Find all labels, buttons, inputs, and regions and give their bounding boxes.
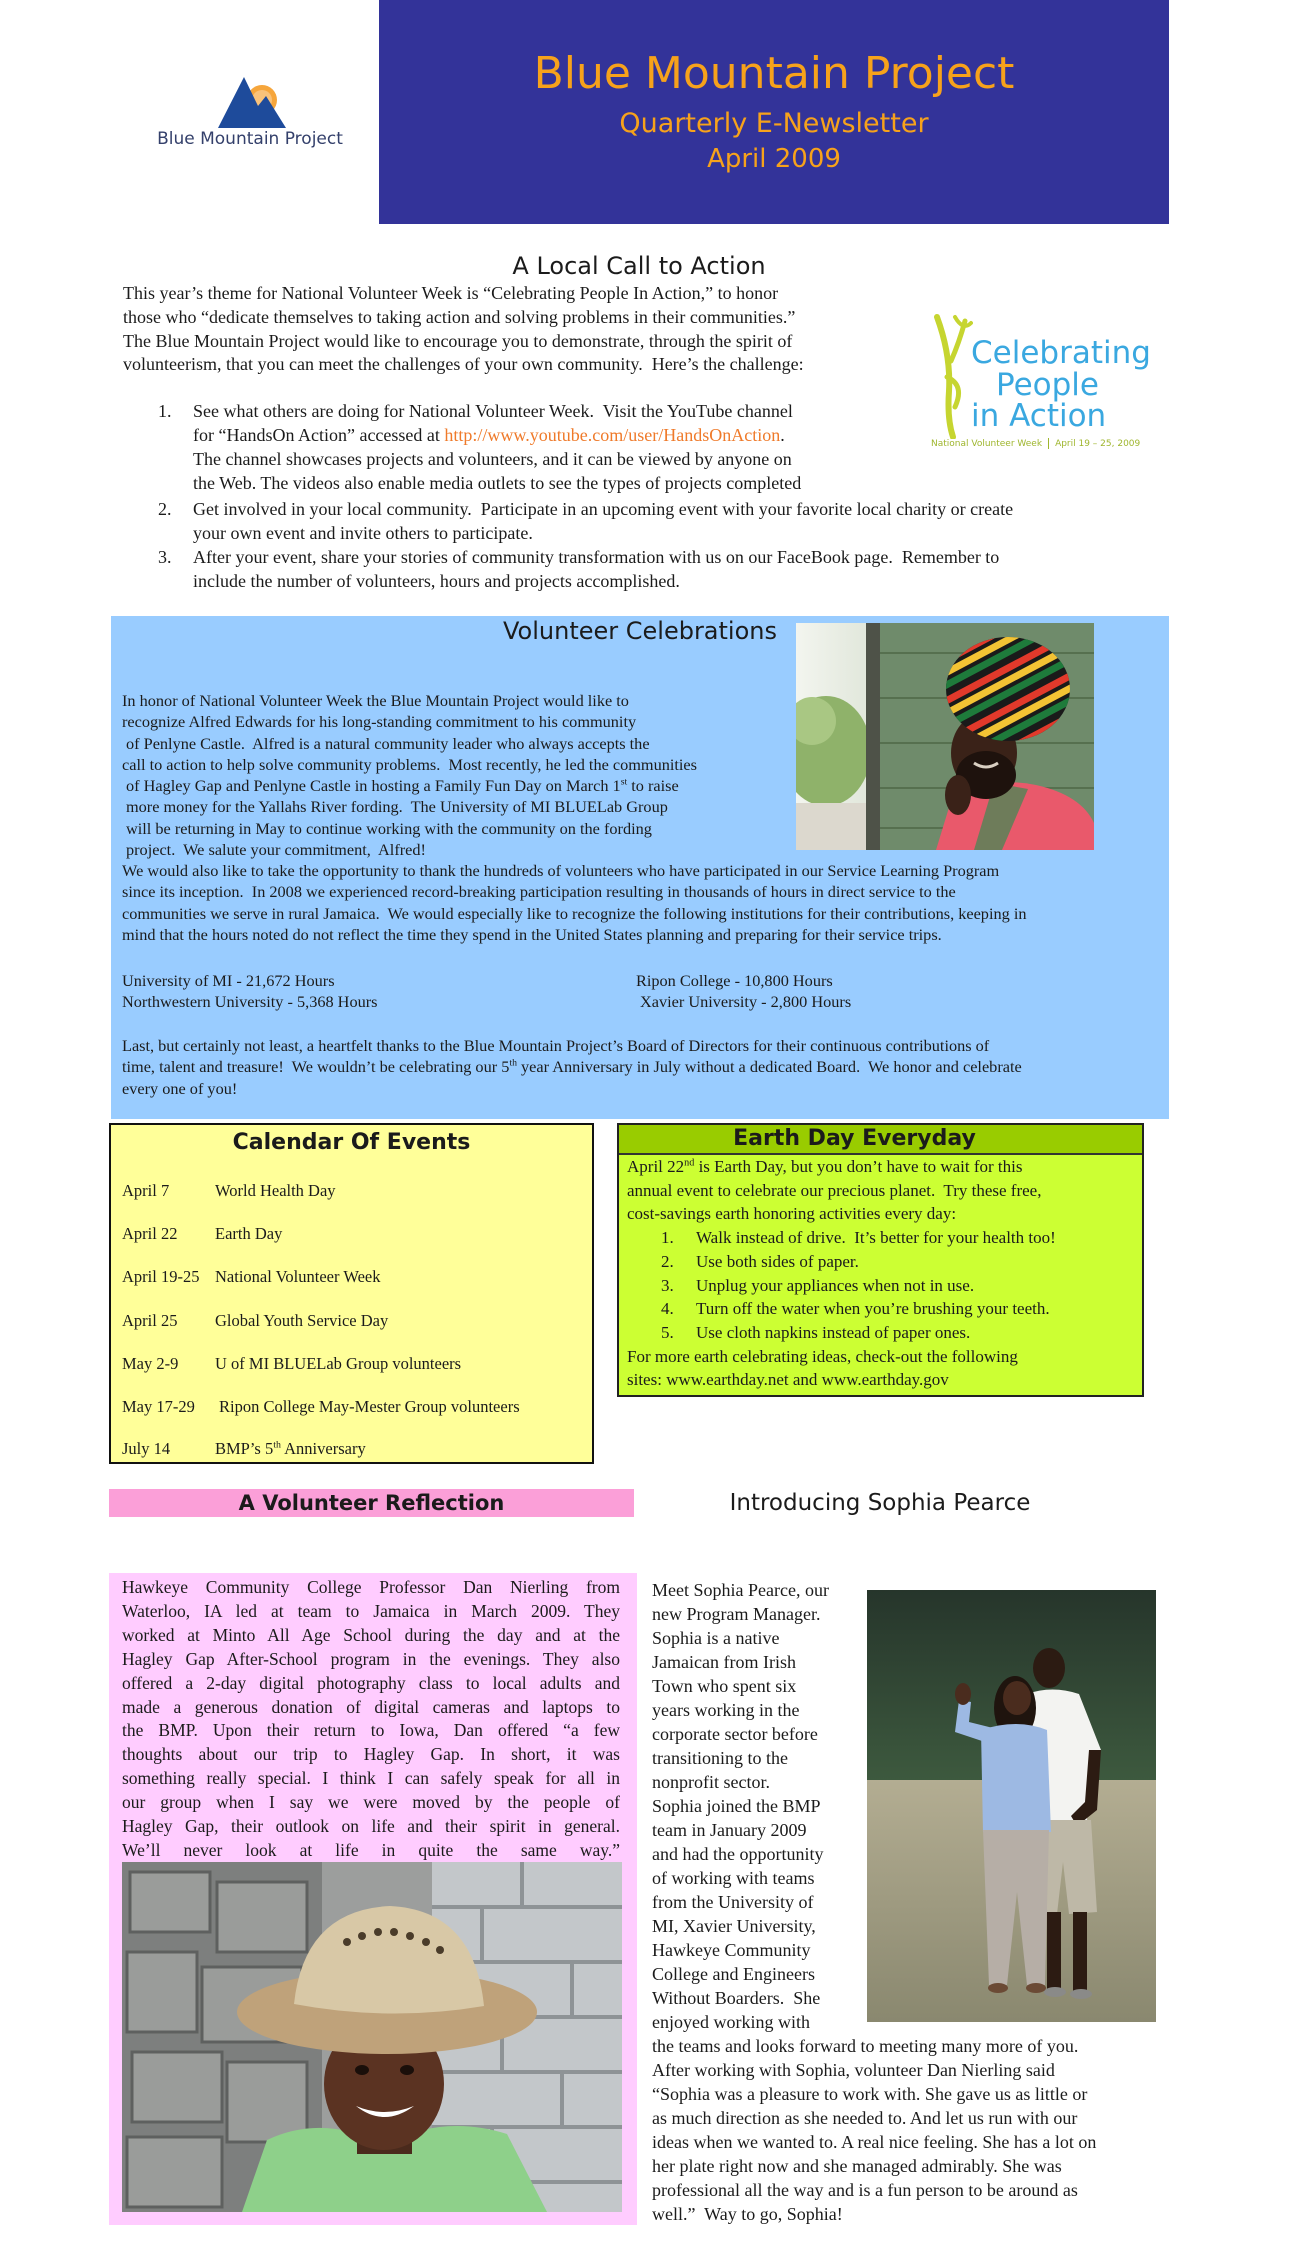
text-line: those who “dedicate themselves to taking action and solving problems in their communities.” [123, 306, 796, 327]
hours-entry: Xavier University - 2,800 Hours [640, 992, 852, 1012]
text-line: See what others are doing for National Volunteer Week. Visit the YouTube channel [193, 401, 793, 421]
tip-text: Walk instead of drive. It’s better for your health too! [696, 1228, 1056, 1248]
volunteer-figure-icon [929, 311, 973, 439]
event-name: Ripon College May-Mester Group volunteers [219, 1397, 520, 1416]
text-line: Hawkeye Community [652, 1940, 811, 1960]
text-line: volunteerism, that you can meet the challenges of your own community. Here’s the challenge: [123, 354, 804, 375]
text-line: every one of you! [122, 1078, 238, 1098]
text-line: the teams and looks forward to meeting many more of you. [652, 2036, 1079, 2056]
service-learning-paragraph [122, 860, 1026, 945]
text-line: Hagley Gap After-School program in the evenings. They also [122, 1648, 620, 1669]
volunteer-reflection-title: A Volunteer Reflection [238, 1491, 505, 1515]
tip-text: Use cloth napkins instead of paper ones. [696, 1322, 971, 1342]
hours-entry: University of MI - 21,672 Hours [122, 971, 335, 990]
text-line: We would also like to take the opportunity to thank the hundreds of volunteers who have participated in our Service Learning Program [122, 861, 1000, 880]
text-line: transitioning to the [652, 1748, 788, 1768]
text-line: Waterloo, IA led at team to Jamaica in March 2009. They [122, 1600, 620, 1621]
challenge-item [158, 545, 1148, 593]
calendar-event [111, 1180, 592, 1202]
tip-text: Unplug your appliances when not in use. [696, 1275, 975, 1295]
superscript: th [273, 1439, 281, 1451]
text-line: The channel showcases projects and volunteers, and it can be viewed by anyone on [193, 449, 792, 469]
text-line: professional all the way and is a fun person to be around as [652, 2180, 1078, 2200]
text-line: her plate right now and she managed admirably. She was [652, 2156, 1062, 2176]
calendar-event [111, 1266, 592, 1288]
calendar-event [111, 1438, 592, 1460]
text-segment: of Hagley Gap and Penlyne Castle in hosting a Family Fun Day on March 1 [126, 776, 621, 796]
text-line: include the number of volunteers, hours and projects accomplished. [193, 571, 680, 591]
superscript: st [620, 776, 628, 788]
text-line: offered a 2-day digital photography class to local adults and [122, 1672, 620, 1693]
calendar-event [111, 1223, 592, 1245]
event-name: Global Youth Service Day [215, 1311, 389, 1330]
text-line: mind that the hours noted do not reflect the time they spend in the United States planning and preparing for their service trips. [122, 924, 942, 944]
text-line: the Web. The videos also enable media outlets to see the types of projects completed [193, 473, 802, 493]
earth-day-header [619, 1125, 1142, 1155]
list-number: 5. [661, 1322, 674, 1342]
text-line: Hawkeye Community College Professor Dan Nierling from [122, 1577, 620, 1597]
text-segment: is Earth Day, but you don’t have to wait for this [694, 1157, 1023, 1176]
text-segment: BMP’s 5 [215, 1439, 274, 1458]
tip-text: Use both sides of paper. [696, 1251, 859, 1271]
hours-entry: Ripon College - 10,800 Hours [636, 971, 833, 990]
text-line: This year’s theme for National Volunteer Week is “Celebrating People In Action,” to honor [123, 283, 779, 303]
text-line: since its inception. In 2008 we experienced record-breaking participation resulting in thousands of hours in direct service to the [122, 882, 956, 902]
event-name: U of MI BLUELab Group volunteers [215, 1354, 462, 1373]
text-line: College and Engineers [652, 1964, 815, 1984]
volunteer-hours-left-column [122, 970, 377, 1013]
earth-tip [627, 1250, 1056, 1274]
event-name: National Volunteer Week [215, 1267, 381, 1286]
text-line: In honor of National Volunteer Week the Blue Mountain Project would like to [122, 691, 629, 710]
text-line: Sophia is a native [652, 1628, 780, 1648]
list-number: 3. [158, 547, 172, 567]
text-line: project. We salute your commitment, Alfred! [126, 840, 426, 860]
text-line: For more earth celebrating ideas, check-out the following [627, 1346, 1018, 1366]
text-segment: Anniversary [280, 1439, 366, 1458]
calendar-event [111, 1353, 592, 1375]
board-thanks-paragraph [122, 1035, 1022, 1099]
text-line: your own event and invite others to participate. [193, 523, 533, 543]
sophia-section-title: Introducing Sophia Pearce [729, 1490, 1031, 1516]
earth-tip [627, 1321, 1056, 1345]
text-line: cost-savings earth honoring activities every day: [627, 1204, 957, 1224]
text-line: communities we serve in rural Jamaica. We would especially like to recognize the following institutions for their contributions, keeping in [122, 903, 1027, 923]
calendar-of-events [109, 1123, 594, 1464]
section-title: Volunteer Celebrations [502, 617, 777, 645]
reflection-paragraph [122, 1576, 620, 1863]
photo-child-in-straw-hat [122, 1862, 622, 2212]
newsletter-title: Blue Mountain Project [533, 48, 1015, 99]
issue-date: April 2009 [707, 144, 841, 174]
badge-event-name: National Volunteer Week [931, 439, 1043, 449]
text-line: Get involved in your local community. Participate in an upcoming event with your favorite local charity or create [193, 499, 1014, 519]
text-line: team in January 2009 [652, 1820, 807, 1840]
text-line: Last, but certainly not least, a heartfelt thanks to the Blue Mountain Project’s Board of Directors for their continuous contributions of [122, 1036, 990, 1055]
badge-word-people: People [996, 367, 1099, 403]
text-line: MI, Xavier University, [652, 1916, 816, 1936]
text-line: nonprofit sector. [652, 1772, 770, 1792]
event-name [215, 1438, 366, 1460]
text-line: Without Boarders. She [652, 1988, 821, 2008]
text-line: and had the opportunity [652, 1844, 824, 1864]
event-date: April 7 [122, 1181, 170, 1200]
text-line: will be returning in May to continue working with the community on the fording [126, 818, 652, 838]
text-line: After working with Sophia, volunteer Dan Nierling said [652, 2060, 1055, 2080]
list-number: 4. [661, 1299, 674, 1319]
superscript: nd [684, 1157, 695, 1169]
text-line: annual event to celebrate our precious planet. Try these free, [627, 1180, 1042, 1200]
badge-word-celebrating: Celebrating [971, 335, 1151, 371]
text-line: We’ll never look at life in quite the same way.” [122, 1839, 620, 1860]
badge-caption [931, 438, 1140, 450]
list-number: 2. [661, 1251, 674, 1271]
earth-tip [627, 1226, 1056, 1250]
text-segment: year Anniversary in July without a dedicated Board. We honor and celebrate [516, 1057, 1022, 1077]
celebrating-people-in-action-logo [929, 311, 1157, 457]
call-to-action-title: A Local Call to Action [512, 252, 766, 280]
earth-day-title: Earth Day Everyday [733, 1126, 976, 1151]
event-date: May 2-9 [122, 1354, 179, 1373]
volunteer-reflection-header [109, 1489, 634, 1517]
text-line: call to action to help solve community problems. Most recently, he led the communities [122, 754, 697, 774]
sophia-paragraph [652, 1578, 1096, 2226]
text-line: ideas when we wanted to. A real nice feeling. She has a lot on [652, 2132, 1097, 2152]
call-to-action-intro [123, 282, 804, 377]
list-number: 1. [661, 1228, 674, 1248]
text-line: “Sophia was a pleasure to work with. She gave us as little or [652, 2084, 1088, 2104]
text-line: The Blue Mountain Project would like to encourage you to demonstrate, through the spirit of [123, 330, 793, 351]
text-line: well.” Way to go, Sophia! [652, 2204, 843, 2224]
text-line: After your event, share your stories of community transformation with us on our FaceBook page. Remember to [193, 547, 1000, 567]
text-line: as much direction as she needed to. And let us run with our [652, 2108, 1078, 2128]
calendar-title: Calendar Of Events [232, 1130, 471, 1155]
list-number: 3. [661, 1275, 674, 1295]
superscript: th [509, 1057, 517, 1069]
text-line [627, 1155, 1056, 1179]
text-segment: April 22 [627, 1157, 685, 1176]
text-line: more money for the Yallahs River fording. The University of MI BLUELab Group [126, 797, 668, 817]
text-line: worked at Minto All Age School during the day and at the [122, 1624, 620, 1645]
badge-divider [1048, 438, 1049, 449]
event-date: April 25 [122, 1311, 178, 1330]
text-line: from the University of [652, 1892, 814, 1912]
text-segment: for “HandsOn Action” accessed at [193, 425, 445, 445]
text-line [122, 775, 697, 796]
text-segment: . [780, 425, 785, 445]
earth-tip [627, 1274, 1056, 1298]
photo-alfred-edwards [796, 623, 1094, 850]
event-date: April 19-25 [122, 1267, 200, 1286]
text-line: thoughts about our trip to Hagley Gap. In short, it was [122, 1744, 620, 1765]
event-date: July 14 [122, 1439, 171, 1458]
earth-day-body [627, 1155, 1056, 1392]
earth-day-everyday [617, 1123, 1144, 1397]
text-line [122, 1056, 1022, 1077]
hours-entry: Northwestern University - 5,368 Hours [122, 992, 378, 1012]
event-date: May 17-29 [122, 1397, 195, 1416]
text-line: Jamaican from Irish [652, 1652, 796, 1672]
newsletter-header [379, 0, 1169, 224]
logo-text: Blue Mountain Project [157, 129, 343, 149]
text-line: something really special. I think I can safely speak for all in [122, 1768, 620, 1789]
earth-tip [627, 1297, 1056, 1321]
text-line: years working in the [652, 1700, 800, 1720]
badge-word-in-action: in Action [971, 398, 1107, 434]
youtube-channel-link[interactable]: http://www.youtube.com/user/HandsOnAction [444, 425, 781, 445]
text-line: our group when I say we were moved by the people of [122, 1792, 620, 1813]
tip-text: Turn off the water when you’re brushing your teeth. [696, 1299, 1050, 1319]
text-line: Meet Sophia Pearce, our [652, 1580, 829, 1600]
list-number: 1. [158, 401, 172, 421]
event-date: April 22 [122, 1224, 178, 1243]
event-name: World Health Day [215, 1181, 336, 1200]
text-line: the BMP. Upon their return to Iowa, Dan offered “a few [122, 1720, 620, 1741]
list-number: 2. [158, 499, 172, 519]
text-line: Hagley Gap, their outlook on life and their spirit in general. [122, 1816, 620, 1837]
volunteer-celebrations-section [111, 616, 1169, 1119]
text-segment: time, talent and treasure! We wouldn’t be celebrating our 5 [122, 1057, 510, 1077]
text-line: enjoyed working with [652, 2012, 810, 2032]
volunteer-reflection-section [109, 1573, 637, 2225]
text-segment: to raise [627, 776, 679, 796]
text-line: recognize Alfred Edwards for his long-standing commitment to his community [122, 712, 637, 732]
text-line: of working with teams [652, 1868, 815, 1888]
mountain-logo-icon [214, 76, 288, 130]
text-line: sites: www.earthday.net and www.earthday.gov [627, 1370, 949, 1390]
text-line: Sophia joined the BMP [652, 1796, 821, 1816]
challenge-item [158, 497, 1148, 545]
bmp-logo [150, 74, 350, 154]
event-name: Earth Day [215, 1224, 283, 1243]
calendar-event [111, 1396, 592, 1418]
text-line: made a generous donation of digital cameras and laptops to [122, 1696, 620, 1717]
calendar-event [111, 1310, 592, 1332]
volunteer-hours-right-column [636, 970, 851, 1013]
text-line: new Program Manager. [652, 1604, 821, 1624]
newsletter-subtitle: Quarterly E-Newsletter [619, 108, 929, 139]
text-line: of Penlyne Castle. Alfred is a natural community leader who always accepts the [126, 733, 650, 753]
alfred-edwards-paragraph [122, 690, 697, 860]
text-line [193, 423, 801, 447]
badge-event-dates: April 19 – 25, 2009 [1055, 439, 1141, 449]
text-line: Town who spent six [652, 1676, 797, 1696]
text-line: corporate sector before [652, 1724, 818, 1744]
